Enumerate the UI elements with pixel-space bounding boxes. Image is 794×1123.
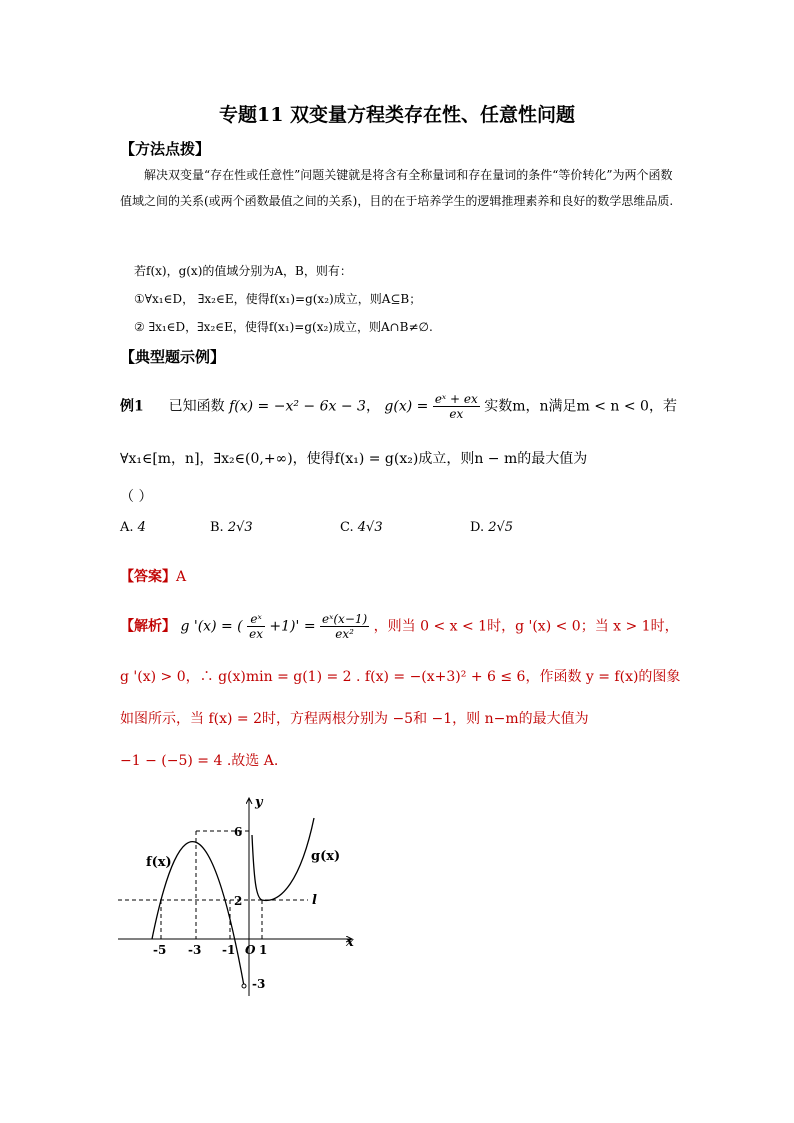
premise-text: 若f(x)，g(x)的值域分别为A，B，则有： — [134, 264, 352, 278]
example-label: 例1 — [120, 398, 144, 415]
solution-line1: 【解析】 g '(x) = ( $\frac{\text{eˣ}}{ex}$ +1)' = $\frac{\text{eˣ(x−1)}}{\text{ex²}}$ ，则当 0 < x < 1时，g '(x) < 0；当 x > 1时， — [120, 612, 679, 641]
f-endpoint — [242, 984, 246, 988]
example-one-line1: 例1 已知函数 f(x) = −x² − 6x − 3， g(x) = $\frac{\text{eˣ + ex}}{ex}$ 实数m，n满足m < n < 0，若 — [120, 392, 677, 421]
tick-x1: 1 — [259, 943, 268, 957]
answer-paren: （ ） — [120, 489, 153, 505]
method-heading: 【方法点拨】 — [120, 140, 211, 158]
x-axis-label: x — [346, 935, 354, 950]
g-numerator: eˣ + ex — [434, 392, 478, 406]
tick-x-5: -5 — [153, 943, 167, 957]
example-one-line2: ∀x₁∈[m，n]，∃x₂∈(0,+∞)，使得f(x₁) = g(x₂)成立，则n − m的最大值为 — [120, 451, 588, 467]
answer-value: A — [176, 569, 187, 585]
solution-fraction-a: $\frac{\text{eˣ}}{ex}$ — [249, 612, 263, 641]
option-b: B. 2√3 — [210, 520, 253, 535]
method-paragraph: 解决双变量“存在性或任意性”问题关键就是将含有全称量词和存在量词的条件“等价转化”为两个函数值域之间的关系(或两个函数最值之间的关系)，目的在于培养学生的逻辑推理素养和良好的数学思维品质. — [120, 168, 674, 208]
answer-line — [120, 566, 186, 586]
g-curve — [252, 818, 314, 900]
solution-line4: −1 − (−5) = 4 .故选 A. — [120, 753, 279, 769]
solution-line2: g '(x) > 0，∴ g(x)min = g(1) = 2 . f(x) = −(x+3)² + 6 ≤ 6，作函数 y = f(x)的图象 — [120, 669, 681, 685]
g-fraction — [433, 392, 480, 421]
option-a: A. 4 — [120, 520, 146, 535]
options-row — [120, 520, 570, 535]
solution-label: 【解析】 — [120, 618, 176, 635]
f-label: f(x) — [146, 855, 172, 870]
option-c: C. 4√3 — [340, 520, 383, 535]
option-d: D. 2√5 — [470, 520, 514, 535]
rule-two: ② ∃x₁∈D，∃x₂∈E，使得f(x₁)=g(x₂)成立，则A∩B≠∅. — [134, 320, 433, 334]
rule-one: ①∀x₁∈D， ∃x₂∈E，使得f(x₁)=g(x₂)成立，则A⊆B； — [134, 292, 422, 306]
stem-b: 实数m，n满足m < n < 0，若 — [484, 398, 677, 415]
answer-label: 【答案】 — [120, 569, 176, 585]
tick-y6: 6 — [234, 825, 243, 839]
stem-a: 已知函数 — [168, 398, 225, 415]
origin-label: O — [245, 943, 256, 957]
g-denominator: ex — [449, 407, 464, 421]
function-graph — [116, 790, 366, 1000]
f-definition: f(x) = −x² − 6x − 3 — [229, 398, 366, 415]
g-label: g(x) — [311, 849, 341, 864]
y-axis-label: y — [255, 795, 263, 810]
tick-x-3: -3 — [188, 943, 202, 957]
solution-line3: 如图所示，当 f(x) = 2时，方程两根分别为 −5和 −1，则 n−m的最大值为 — [120, 711, 589, 727]
tick-y2: 2 — [234, 894, 243, 908]
l-label: l — [312, 893, 317, 908]
page-title: 专题11 双变量方程类存在性、任意性问题 — [218, 104, 576, 126]
tick-x-1: -1 — [222, 943, 236, 957]
g-lhs: g(x) = — [384, 398, 429, 415]
examples-heading: 【典型题示例】 — [120, 348, 226, 366]
solution-fraction-b: $\frac{\text{eˣ(x−1)}}{\text{ex²}}$ — [322, 612, 368, 641]
tick-y-3: -3 — [252, 977, 266, 991]
